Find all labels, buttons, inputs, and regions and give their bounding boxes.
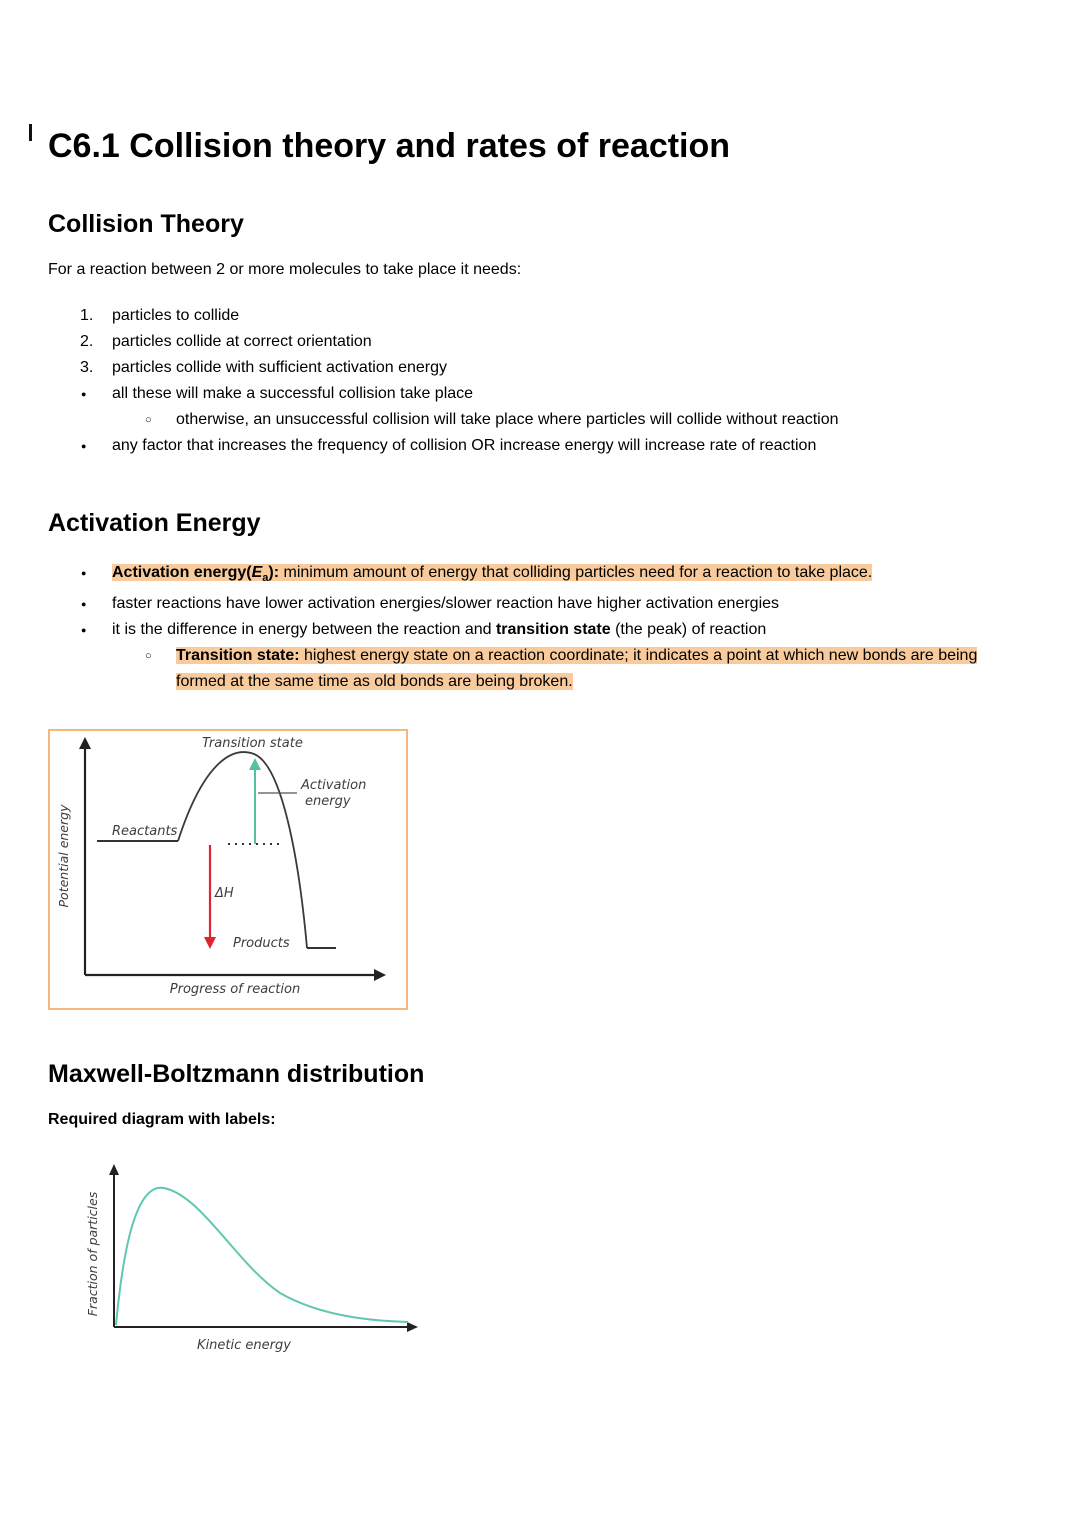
highlighted-text [176, 647, 977, 690]
bullet-list-activation [48, 560, 1032, 695]
energy-profile-diagram [48, 729, 408, 1010]
list-item-text [112, 621, 766, 638]
delta-h-arrowhead [204, 937, 216, 949]
distribution-curve [116, 1188, 408, 1325]
list-item [48, 591, 1032, 617]
numbered-list [48, 303, 1032, 381]
intro-paragraph: For a reaction between 2 or more molecules to take place it needs: [48, 261, 522, 278]
list-item-text: particles to collide [112, 307, 240, 324]
text-run: highest energy state on a reaction coordinate; it indicates a point at which new bonds are being formed at the same time as old bonds are being broken. [176, 647, 978, 691]
list-item [48, 303, 1032, 329]
products-label: Products [233, 936, 290, 952]
heading-collision-theory: Collision Theory [48, 210, 244, 238]
transition-state-label: Transition state [202, 736, 303, 752]
list-item [48, 407, 1032, 433]
symbol-ea: E [251, 564, 263, 581]
list-item-text: particles collide at correct orientation [112, 333, 372, 350]
y-axis-arrowhead [79, 737, 91, 749]
y-axis-label: Potential energy [56, 804, 71, 908]
list-item [48, 329, 1032, 355]
list-item-text: any factor that increases the frequency of collision OR increase energy will increase rate of reaction [112, 437, 817, 454]
list-item [48, 381, 1032, 407]
text-run: minimum amount of energy that colliding particles need for a reaction to take place. [279, 564, 873, 581]
bold-run: Transition state: [176, 647, 300, 665]
list-item [48, 560, 1032, 591]
maxwell-boltzmann-svg [84, 1159, 426, 1361]
activation-energy-label-1: Activation [301, 778, 367, 794]
text-run: (the peak) of reaction [610, 621, 767, 639]
reactants-label: Reactants [112, 824, 178, 840]
document-page [0, 124, 1080, 1521]
y-axis-arrowhead [109, 1164, 119, 1175]
text-run: ): [268, 564, 280, 581]
text-run: it is the difference in energy between the reaction and [112, 621, 496, 639]
delta-h-label: ΔH [215, 886, 234, 902]
x-axis-label: Progress of reaction [169, 982, 301, 998]
page-title: C6.1 Collision theory and rates of reaction [48, 127, 731, 165]
activation-energy-label-2: energy [305, 794, 351, 810]
subscript-a: a [262, 572, 269, 585]
list-item-text: otherwise, an unsuccessful collision will take place where particles will collide without reaction [176, 411, 839, 428]
required-diagram-note: Required diagram with labels: [48, 1111, 276, 1129]
y-axis-label: Fraction of particles [85, 1191, 100, 1317]
list-item [48, 433, 1032, 459]
highlighted-text [112, 564, 873, 585]
x-axis-arrowhead [374, 969, 386, 981]
list-item [48, 643, 1032, 695]
screen-artifact [29, 124, 32, 141]
bold-run: transition state [495, 621, 611, 639]
bold-run [112, 564, 280, 585]
list-item-text [176, 643, 1011, 695]
activation-arrowhead [249, 758, 261, 770]
reaction-curve [178, 752, 307, 948]
list-item [48, 355, 1032, 381]
bullet-list-collision [48, 381, 1032, 459]
list-item-text: faster reactions have lower activation energies/slower reaction have higher activation energies [112, 595, 780, 613]
heading-maxwell-boltzmann: Maxwell-Boltzmann distribution [48, 1060, 425, 1089]
list-item [48, 617, 1032, 643]
x-axis-arrowhead [407, 1322, 418, 1332]
list-item-text: all these will make a successful collision take place [112, 385, 474, 402]
heading-activation-energy: Activation Energy [48, 509, 261, 537]
list-item-text: particles collide with sufficient activation energy [112, 359, 447, 376]
x-axis-label: Kinetic energy [197, 1338, 291, 1354]
maxwell-boltzmann-diagram [84, 1159, 426, 1361]
text-run: Activation energy( [112, 564, 252, 581]
energy-profile-svg [50, 731, 406, 1008]
